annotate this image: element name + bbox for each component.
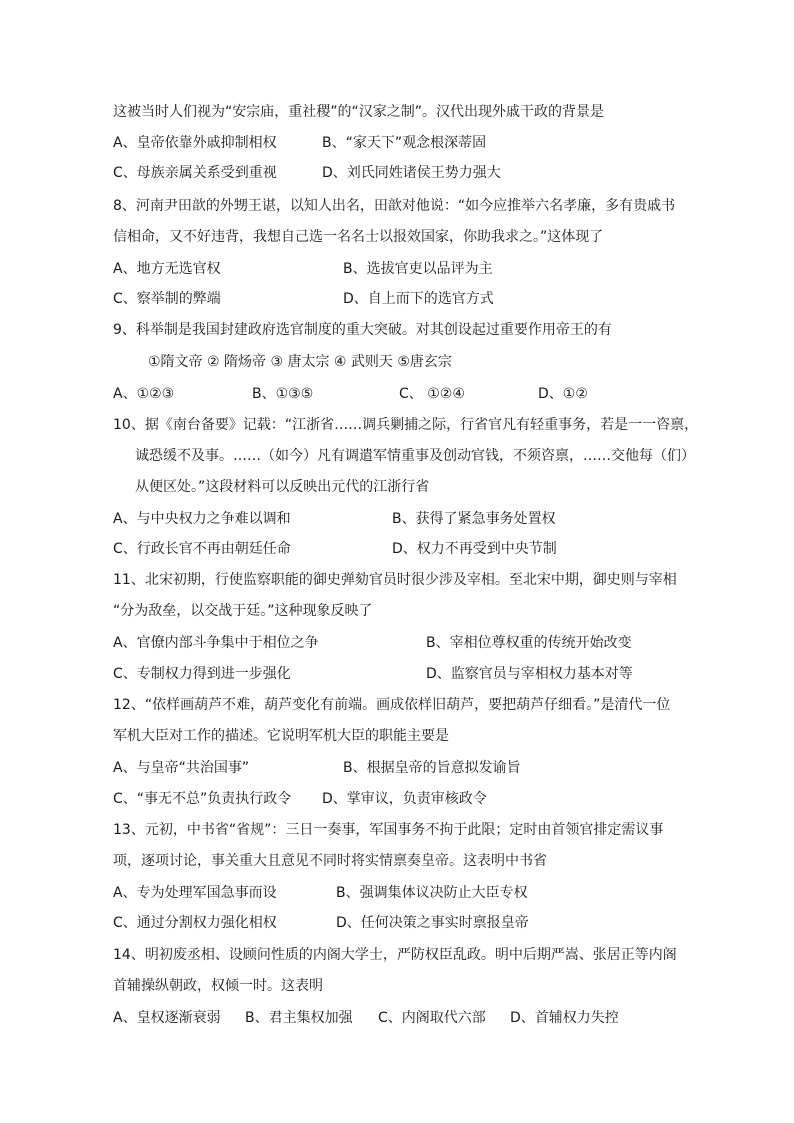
- option-a: A、地方无选官权: [113, 261, 221, 277]
- option-c: C、行政长官不再由朝廷任命: [113, 541, 291, 557]
- question-7-stem-text: 这被当时人们视为“安宗庙，重社稷”的“汉家之制”。汉代出现外戚干政的背景是: [113, 104, 605, 120]
- question-13-stem: 13、元初，中书省“省规”：三日一奏事，军国事务不拘于此限；定时由首领官排定需议事: [113, 822, 664, 838]
- option-a: A、皇权逐渐衰弱: [113, 1010, 221, 1026]
- question-9-stem: 9、科举制是我国封建政府选官制度的重大突破。对其创设起过重要作用帝王的有: [113, 322, 612, 338]
- option-d: D、任何决策之事实时禀报皇帝: [336, 915, 529, 931]
- option-a: A、专为处理军国急事而设: [113, 885, 277, 901]
- option-a: A、①②③: [113, 386, 175, 402]
- option-c: C、内阁取代六部: [378, 1010, 486, 1026]
- question-12-stem: 12、“依样画葫芦不难，葫芦变化有前端。画成依样旧葫芦，要把葫芦仔细看。”是清代一位: [113, 697, 671, 713]
- question-9-emperors: ①隋文帝 ② 隋炀帝 ③ 唐太宗 ④ 武则天 ⑤唐玄宗: [148, 354, 452, 370]
- question-14-stem: 14、明初废丞相、设顾问性质的内阁大学士，严防权臣乱政。明中后期严嵩、张居正等内阁: [113, 947, 677, 963]
- option-d: D、①②: [538, 386, 588, 402]
- option-c: C、察举制的弊端: [113, 291, 221, 307]
- option-a: A、与中央权力之争难以调和: [113, 511, 291, 527]
- option-c: C、母族亲属关系受到重视: [113, 165, 277, 181]
- question-10-stem-end: 从便区处。”这段材料可以反映出元代的江浙行省: [135, 479, 430, 495]
- question-11-stem: 11、北宋初期，行使监察职能的御史弹劾官员时很少涉及宰相。至北宋中期，御史则与宰相: [113, 572, 677, 588]
- option-d: D、掌审议，负责审核政令: [322, 791, 487, 807]
- option-c: C、专制权力得到进一步强化: [113, 666, 291, 682]
- option-b: B、获得了紧急事务处置权: [392, 511, 556, 527]
- option-d: D、自上而下的选官方式: [343, 291, 494, 307]
- option-a: A、官僚内部斗争集中于相位之争: [113, 635, 319, 651]
- question-11-stem-cont: “分为敌垒，以交战于廷。”这种现象反映了: [113, 603, 373, 619]
- option-c: C、 ①②④: [399, 386, 465, 402]
- option-a: A、皇帝依靠外戚抑制相权: [113, 135, 277, 151]
- option-b: B、选拔官吏以品评为主: [343, 261, 493, 277]
- option-b: B、①③⑤: [252, 386, 314, 402]
- option-d: D、权力不再受到中央节制: [392, 541, 557, 557]
- question-8-stem: 8、河南尹田歆的外甥王谌，以知人出名，田歆对他说：“如今应推举六名孝廉，多有贵戚书: [113, 198, 676, 214]
- option-b: B、君主集权加强: [245, 1010, 353, 1026]
- option-c: C、通过分割权力强化相权: [113, 915, 277, 931]
- question-12-stem-cont: 军机大臣对工作的描述。它说明军机大臣的职能主要是: [113, 728, 449, 744]
- question-13-stem-cont: 项，逐项讨论，事关重大且意见不同时将实情禀奏皇帝。这表明中书省: [113, 853, 547, 869]
- option-b: B、根据皇帝的旨意拟发谕旨: [343, 760, 521, 776]
- question-10-stem: 10、据《南台备要》记载：“江浙省……调兵剿捕之际，行省官凡有轻重事务，若是一一咨禀，: [113, 417, 699, 433]
- option-b: B、强调集体议决防止大臣专权: [336, 885, 528, 901]
- option-a: A、与皇帝“共治国事”: [113, 760, 250, 776]
- option-d: D、刘氏同姓诸侯王势力强大: [322, 165, 501, 181]
- option-b: B、“家天下”观念根深蒂固: [322, 135, 487, 151]
- question-10-stem-cont: 诚恐缓不及事。……（如今）凡有调遣军情重事及创动官钱，不须咨禀，……交他每（们）: [135, 448, 695, 464]
- question-8-stem-cont: 信相命，又不好违背，我想自己选一名名士以报效国家，你助我求之。”这体现了: [113, 229, 604, 245]
- option-d: D、监察官员与宰相权力基本对等: [426, 666, 633, 682]
- option-c: C、“事无不总”负责执行政令: [113, 791, 292, 807]
- question-14-stem-cont: 首辅操纵朝政，权倾一时。这表明: [113, 978, 323, 994]
- option-d: D、首辅权力失控: [510, 1010, 619, 1026]
- option-b: B、宰相位尊权重的传统开始改变: [426, 635, 632, 651]
